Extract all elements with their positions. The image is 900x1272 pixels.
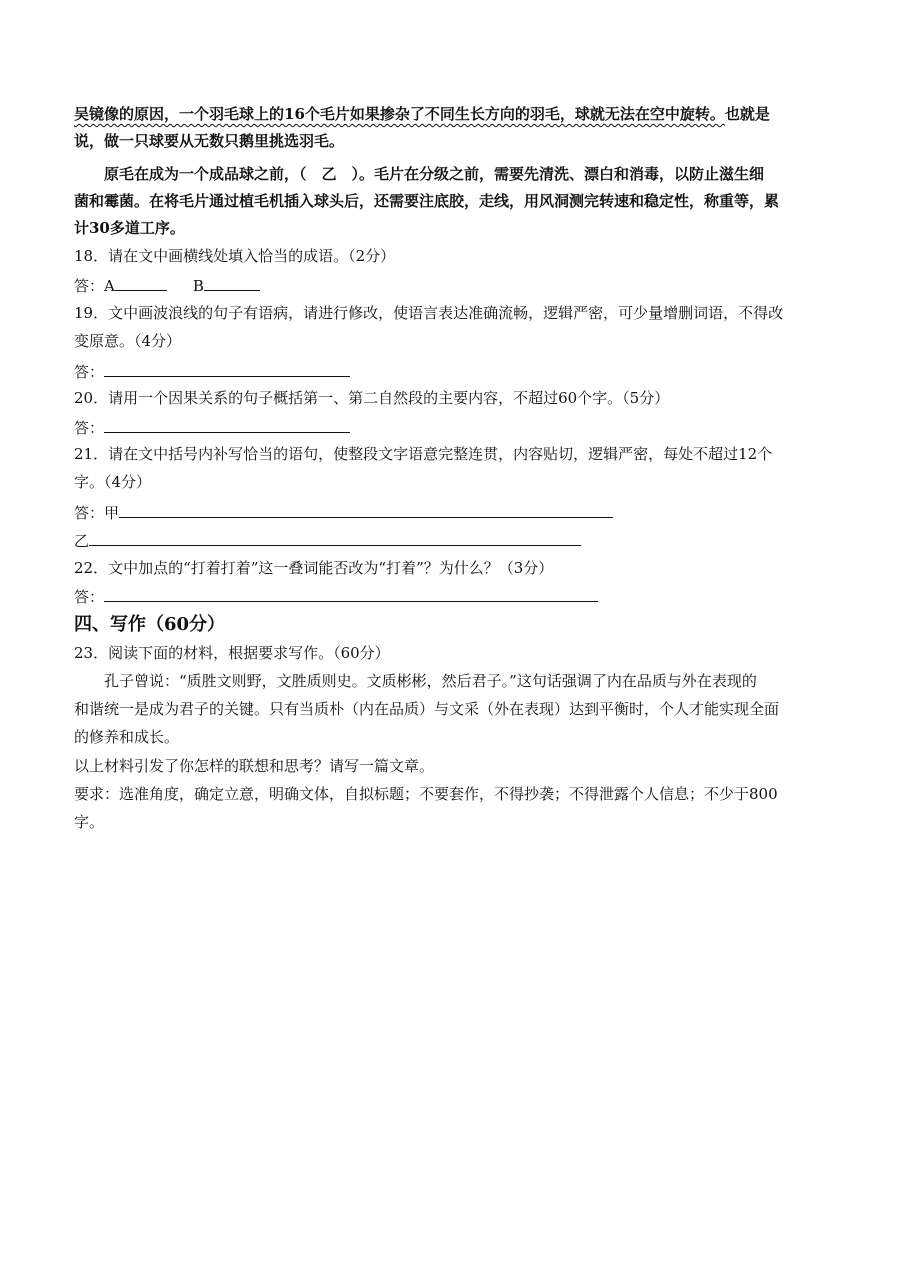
answer-20-prefix: 答：: [74, 419, 105, 437]
passage-para2-line-3: 计30多道工序。: [74, 219, 185, 237]
answer-18-prefix: 答：A: [74, 277, 115, 295]
material-line-3: 的修养和成长。: [74, 728, 180, 746]
material-line-2: 和谐统一是成为君子的关键。只有当质朴（内在品质）与文采（外在表现）达到平衡时，个人才能实现全面: [74, 700, 780, 718]
answer-22: [74, 586, 828, 607]
section-heading-writing: 四、写作（60分）: [74, 614, 226, 635]
question-22: 22．文中加点的“打着打着”这一叠词能否改为“打着”？为什么？（3分）: [74, 559, 554, 577]
passage-para2-line-1: 原毛在成为一个成品球之前，（ 乙 ）。毛片在分级之前，需要先清洗、漂白和消毒，以防止滋生细: [104, 165, 765, 183]
answer-21-prefix: 答：甲: [74, 504, 120, 522]
question-21-line-2: 字。（4分）: [74, 473, 152, 491]
answer-18: [74, 275, 828, 296]
requirement-line-2: 字。: [74, 813, 105, 831]
answer-blank-21-yi[interactable]: [89, 530, 581, 546]
answer-20: [74, 417, 828, 438]
question-20: 20．请用一个因果关系的句子概括第一、第二自然段的主要内容，不超过60个字。（5分）: [74, 389, 670, 407]
answer-18-b-label: B: [192, 277, 204, 295]
passage-line-1-tail: 也就是: [724, 105, 770, 123]
passage-line-1: [74, 104, 828, 124]
wavy-underlined-sentence: 吴镜像的原因，一个羽毛球上的16个毛片如果掺杂了不同生长方向的羽毛，球就无法在空中旋转。: [74, 105, 725, 123]
answer-blank-20[interactable]: [104, 417, 350, 433]
answer-blank-19[interactable]: [104, 361, 350, 377]
answer-21-jia: [74, 502, 828, 523]
material-line-1: 孔子曾说：“质胜文则野，文胜质则史。文质彬彬，然后君子。”这句话强调了内在品质与外在表现的: [104, 672, 757, 690]
answer-21-yi-label: 乙: [74, 532, 90, 550]
answer-19-prefix: 答：: [74, 363, 105, 381]
question-19-line-1: 19．文中画波浪线的句子有语病，请进行修改，使语言表达准确流畅，逻辑严密，可少量增删词语，不得改: [74, 304, 784, 322]
requirement-line-1: 要求：选准角度，确定立意，明确文体，自拟标题；不要套作，不得抄袭；不得泄露个人信息；不少于800: [74, 785, 778, 803]
writing-prompt: 以上材料引发了你怎样的联想和思考？请写一篇文章。: [74, 757, 435, 775]
answer-blank-b[interactable]: [204, 275, 260, 291]
answer-blank-21-jia[interactable]: [119, 502, 613, 518]
passage-line-2: 说，做一只球要从无数只鹅里挑选羽毛。: [74, 132, 345, 150]
question-21-line-1: 21．请在文中括号内补写恰当的语句，使整段文字语意完整连贯，内容贴切，逻辑严密，每处不超过12个: [74, 445, 773, 463]
answer-22-prefix: 答：: [74, 588, 105, 606]
question-18: 18．请在文中画横线处填入恰当的成语。（2分）: [74, 247, 396, 265]
answer-21-yi: [74, 530, 828, 551]
question-23: 23．阅读下面的材料，根据要求写作。（60分）: [74, 644, 390, 662]
answer-19: [74, 361, 828, 382]
answer-blank-22[interactable]: [104, 586, 598, 602]
question-19-line-2: 变原意。（4分）: [74, 332, 182, 350]
answer-blank-a[interactable]: [115, 275, 167, 291]
passage-para2-line-2: 菌和霉菌。在将毛片通过植毛机插入球头后，还需要注底胶，走线，用风洞测完转速和稳定性，称重等，累: [74, 192, 780, 210]
